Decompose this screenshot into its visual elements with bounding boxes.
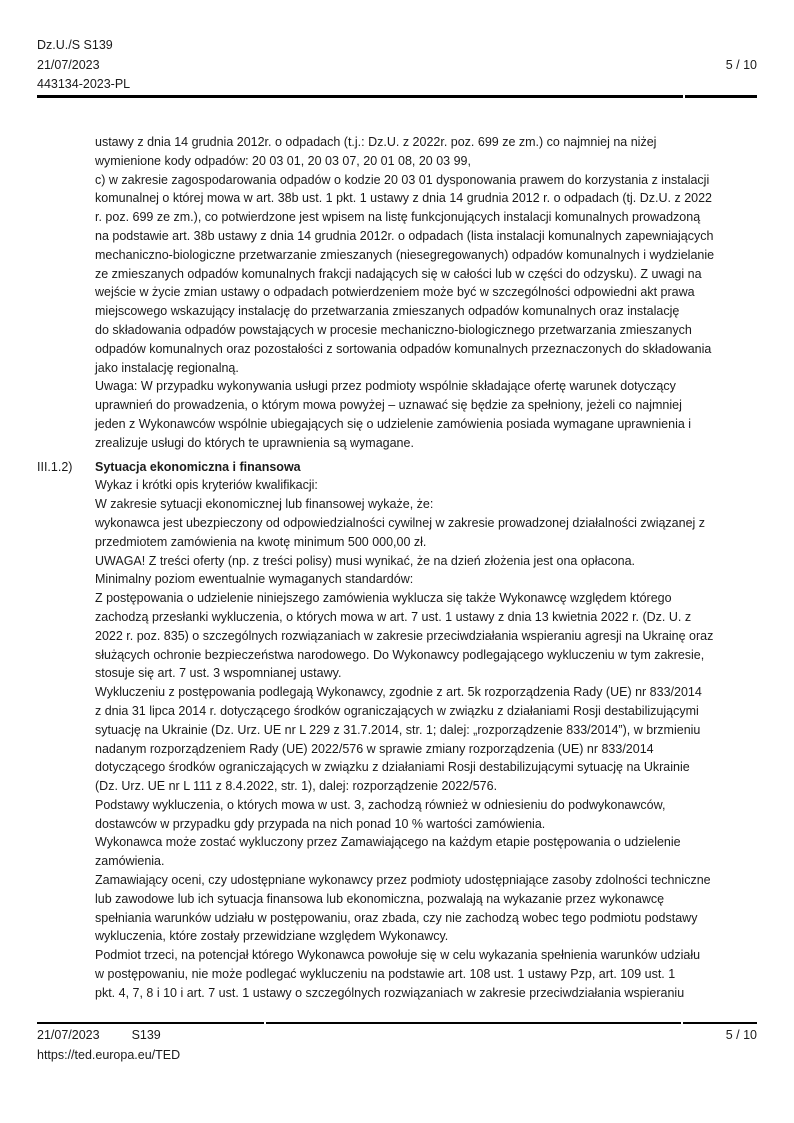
header-date: 21/07/2023 [37,57,100,72]
section-number [37,495,95,514]
text-row [37,984,757,1003]
section-number [37,377,95,396]
section-number [37,227,95,246]
text-row [37,340,757,359]
footer-url-row [37,1046,757,1066]
body-line: dotyczącego środków ograniczających w związku z działaniami Rosji destabilizującymi sytuację na Ukrainie [95,760,690,775]
body-line: zachodzą przesłanki wykluczenia, o których mowa w art. 7 ust. 1 ustawy z dnia 13 kwietnia 2022 r. (Dz. U. z [95,609,692,624]
text-row [37,608,757,627]
body-line: komunalnej o której mowa w art. 38b ust. 1 pkt. 1 ustawy z dnia 14 grudnia 2012 r. o odpadach (tj. Dz.U. z 2022 [95,191,713,206]
section-number [37,646,95,665]
document-body [37,133,757,1003]
body-line: 2022 r. poz. 835) o szczególnych rozwiązaniach w zakresie przeciwdziałania wspieraniu agresji na Ukrainę oraz [95,628,714,643]
header-doc-id: 443134-2023-PL [37,77,131,91]
text-row [37,514,757,533]
section-number [37,589,95,608]
section-number [37,321,95,340]
section-number [37,246,95,265]
text-row [37,740,757,759]
text-row [37,533,757,552]
text-row [37,909,757,928]
body-line: ze zmieszanych odpadów komunalnych frakcji nadających się w całości lub w części do odzysku). Z uwagi na [95,266,702,281]
section-number [37,133,95,152]
text-row [37,377,757,396]
section-number [37,909,95,928]
body-line: UWAGA! Z treści oferty (np. z treści polisy) musi wynikać, że na dzień złożenia jest ona opłacona. [95,553,636,568]
section-number [37,434,95,453]
body-line: dostawców w przypadku gdy przypada na nich ponad 10 % wartości zamówienia. [95,816,546,831]
body-line: Wykaz i krótki opis kryteriów kwalifikacji: [95,478,318,493]
section-title: Sytuacja ekonomiczna i finansowa [95,459,301,474]
text-row [37,946,757,965]
section-number [37,359,95,378]
section-number [37,533,95,552]
page-header [37,36,757,95]
body-line: uprawnień do prowadzenia, o którym mowa powyżej – uznawać się będzie za spełniony, jeżeli co najmniej [95,398,682,413]
body-line: stosuje się art. 7 ust. 3 wspomnianej ustawy. [95,666,342,681]
text-row [37,302,757,321]
footer-issue: S139 [131,1028,161,1042]
body-line: wymienione kody odpadów: 20 03 01, 20 03 07, 20 01 08, 20 03 99, [95,153,471,168]
text-row [37,552,757,571]
section-number [37,965,95,984]
body-line: w postępowaniu, nie może podlegać wykluczeniu na podstawie art. 108 ust. 1 ustawy Pzp, art. 109 ust. 1 [95,967,676,982]
section-number [37,265,95,284]
text-row [37,495,757,514]
text-row [37,890,757,909]
section-number [37,476,95,495]
body-line: nadanym rozporządzeniem Rady (UE) 2022/576 w sprawie zmiany rozporządzenia (UE) nr 833/2014 [95,741,654,756]
header-divider-segment [685,95,757,98]
footer-date: 21/07/2023 [37,1028,100,1042]
footer-url-link[interactable]: https://ted.europa.eu/TED [37,1047,181,1062]
body-line: spełniania warunków udziału w postępowaniu, oraz zbada, czy nie zachodzą wobec tego podmiotu podstawy [95,910,698,925]
section-row [37,458,757,477]
body-line: c) w zakresie zagospodarowania odpadów o kodzie 20 03 01 dysponowania prawem do korzystania z instalacji [95,172,710,187]
text-row [37,871,757,890]
body-line: Podstawy wykluczenia, o których mowa w ust. 3, zachodzą również w odniesieniu do podwykonawców, [95,797,666,812]
section-number [37,833,95,852]
body-line: Wykonawca może zostać wykluczony przez Zamawiającego na każdym etapie postępowania o udzielenie [95,835,681,850]
body-line: wykonawca jest ubezpieczony od odpowiedzialności cywilnej w zakresie prowadzonej działalności związanej z [95,515,706,530]
text-row [37,796,757,815]
body-line: zamówienia. [95,854,165,869]
section-number [37,758,95,777]
body-line: jeden z Wykonawców wspólnie ubiegających się o udzielenie zamówienia posiada wymagane uprawnienia i [95,416,692,431]
section-number [37,927,95,946]
section-number [37,815,95,834]
section-number [37,946,95,965]
text-row [37,189,757,208]
text-row [37,589,757,608]
section-number [37,852,95,871]
text-row [37,208,757,227]
body-line: sytuację na Ukrainie (Dz. Urz. UE nr L 229 z 31.7.2014, str. 1; dalej: „rozporządzenie 833/2014”), w brzmieniu [95,722,701,737]
section-number [37,740,95,759]
body-line: odpadów komunalnych oraz pozostałości z sortowania odpadów komunalnych przeznaczonych do składowania [95,341,712,356]
footer-divider [37,1022,757,1024]
text-row [37,265,757,284]
body-line: Uwaga: W przypadku wykonywania usługi przez podmioty wspólnie składające ofertę warunek dotyczący [95,379,676,394]
text-row [37,570,757,589]
section-number [37,283,95,302]
footer-divider-segment [266,1022,681,1024]
header-page-number: 5 / 10 [725,57,757,72]
section-number [37,871,95,890]
body-line: jako instalację regionalną. [95,360,239,375]
section-number: III.1.2) [37,459,73,474]
text-row [37,359,757,378]
body-line: Wykluczeniu z postępowania podlegają Wykonawcy, zgodnie z art. 5k rozporządzenia Rady (UE) nr 833/2014 [95,685,702,700]
text-row [37,927,757,946]
text-row [37,627,757,646]
body-line: pkt. 4, 7, 8 i 10 i art. 7 ust. 1 ustawy o szczególnych rozwiązaniach w zakresie przeciwdziałania wspieraniu [95,985,685,1000]
section-number [37,340,95,359]
text-row [37,321,757,340]
text-row [37,965,757,984]
body-line: z dnia 31 lipca 2014 r. dotyczącego środków ograniczających w związku z działaniami Rosji destabilizującymi [95,703,699,718]
body-line: wejście w życie zmian ustawy o odpadach potwierdzeniem może być w szczególności odpowiedni akt prawa [95,285,695,300]
header-row-date-page [37,56,757,76]
text-row [37,852,757,871]
text-row [37,702,757,721]
section-number [37,552,95,571]
text-row [37,758,757,777]
header-journal: Dz.U./S S139 [37,38,113,52]
body-line: wykluczenia, które zostały przewidziane względem Wykonawcy. [95,929,449,944]
text-row [37,396,757,415]
text-row [37,133,757,152]
section-number [37,396,95,415]
body-line: miejscowego wskazujący instalację do przetwarzania zmieszanych odpadów komunalnych oraz instalację [95,304,680,319]
footer-divider-segment [37,1022,264,1024]
body-line: lub zawodowe lub ich sytuacja finansowa lub ekonomiczna, pozwalają na wykazanie przez wykonawcę [95,891,665,906]
body-line: W zakresie sytuacji ekonomicznej lub finansowej wykaże, że: [95,497,434,512]
section-number [37,152,95,171]
body-line: mechaniczno-biologiczne przetwarzanie zmieszanych (niesegregowanych) odpadów komunalnych i wydzielanie [95,247,715,262]
text-row [37,171,757,190]
section-number [37,627,95,646]
text-row [37,683,757,702]
footer-left-group [37,1026,161,1046]
body-line: zrealizuje usługi do których te uprawnienia są wymagane. [95,435,414,450]
section-number [37,302,95,321]
text-row [37,664,757,683]
section-number [37,683,95,702]
text-row [37,246,757,265]
text-row [37,227,757,246]
section-number [37,171,95,190]
footer-page-number: 5 / 10 [725,1028,757,1042]
section-number [37,189,95,208]
body-line: służących ochronie bezpieczeństwa narodowego. Do Wykonawcy podlegającego wykluczeniu w tym zakresie, [95,647,705,662]
body-line: Zamawiający oceni, czy udostępniane wykonawcy przez podmioty udostępniające zasoby zdolności techniczne [95,873,711,888]
text-row [37,434,757,453]
text-row [37,833,757,852]
section-number [37,796,95,815]
body-line: Podmiot trzeci, na potencjał którego Wykonawca powołuje się w celu wykazania spełnienia warunków udziału [95,948,701,963]
body-line: (Dz. Urz. UE nr L 111 z 8.4.2022, str. 1), dalej: rozporządzenie 2022/576. [95,779,498,794]
header-divider [37,95,757,98]
text-row [37,152,757,171]
text-row [37,283,757,302]
section-number [37,208,95,227]
footer-row-date-page [37,1026,757,1046]
body-line: do składowania odpadów powstających w procesie mechaniczno-biologicznego przetwarzania zmieszanych [95,322,692,337]
section-number [37,570,95,589]
text-row [37,777,757,796]
page-footer [37,1026,757,1065]
body-line: ustawy z dnia 14 grudnia 2012r. o odpadach (t.j.: Dz.U. z 2022r. poz. 699 ze zm.) co najmniej na niżej [95,135,657,149]
section-number [37,608,95,627]
body-line: r. poz. 699 ze zm.), co potwierdzone jest wpisem na listę funkcjonujących instalacji komunalnych prowadzoną [95,210,701,225]
text-row [37,415,757,434]
text-row [37,721,757,740]
section-number [37,664,95,683]
section-number [37,514,95,533]
header-divider-segment [37,95,683,98]
text-row [37,476,757,495]
section-number [37,415,95,434]
body-line: na podstawie art. 38b ustawy z dnia 14 grudnia 2012r. o odpadach (lista instalacji komunalnych zapewniających [95,228,714,243]
section-number [37,702,95,721]
footer-divider-segment [683,1022,757,1024]
body-line: Minimalny poziom ewentualnie wymaganych standardów: [95,572,414,587]
body-line: Z postępowania o udzielenie niniejszego zamówienia wyklucza się także Wykonawcę względem którego [95,591,672,606]
section-number [37,777,95,796]
section-number [37,890,95,909]
section-number [37,984,95,1003]
text-row [37,646,757,665]
text-row [37,815,757,834]
body-line: przedmiotem zamówienia na kwotę minimum 500 000,00 zł. [95,534,427,549]
section-number [37,721,95,740]
